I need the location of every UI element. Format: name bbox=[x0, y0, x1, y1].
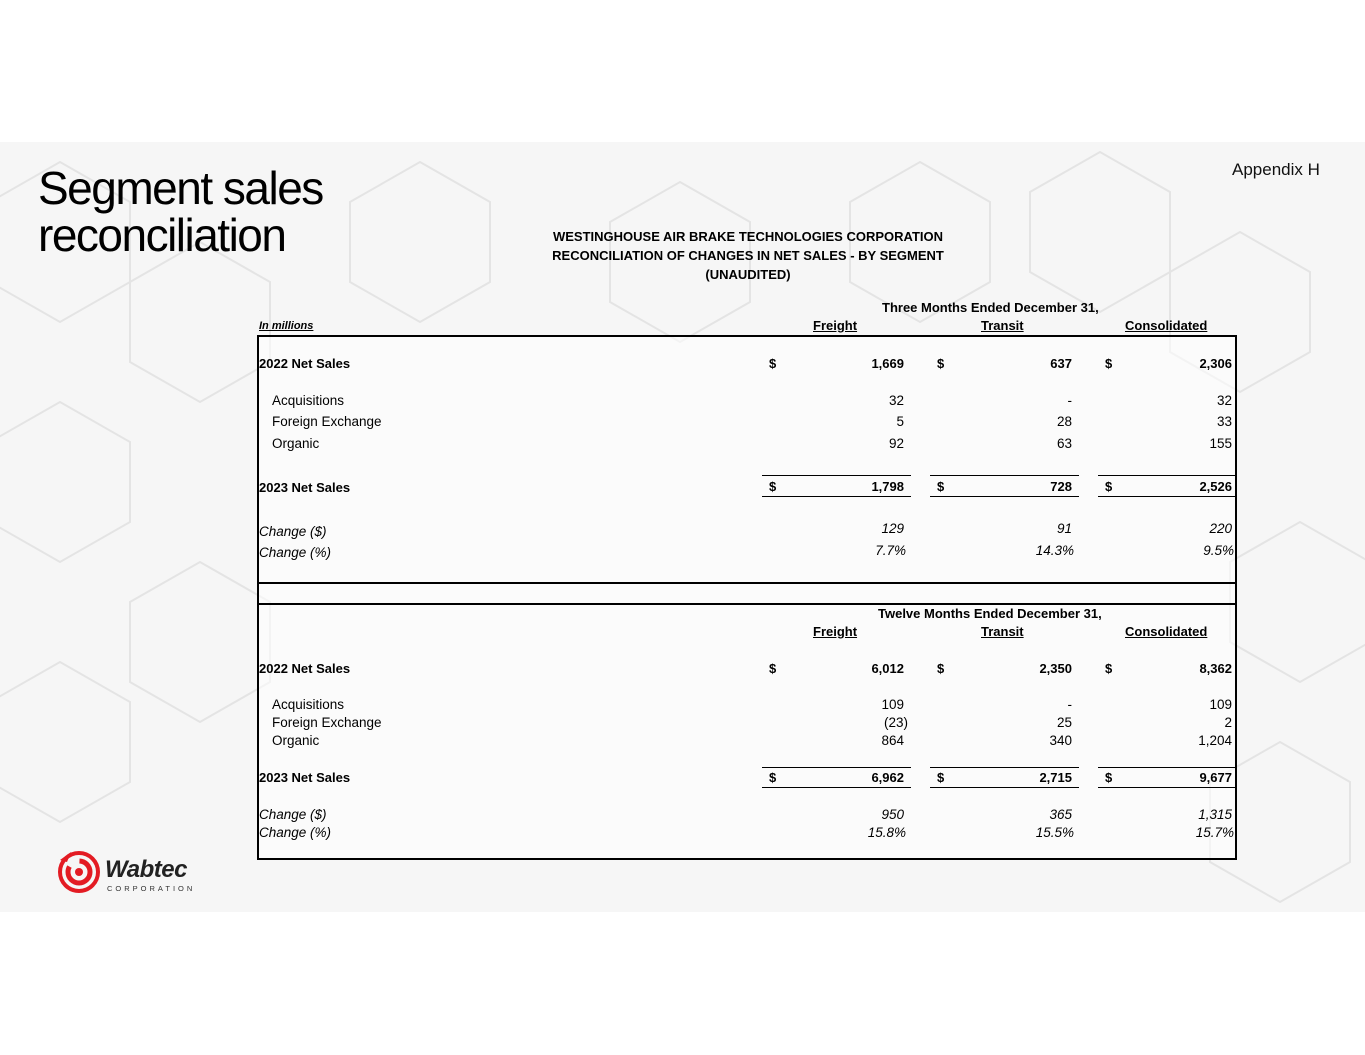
currency-symbol: $ bbox=[769, 356, 777, 371]
twelve-months-col-transit: Transit bbox=[981, 624, 1024, 639]
three-months-organic-label: Organic bbox=[272, 436, 320, 451]
page-title bbox=[38, 162, 323, 261]
three-months-2023-freight: 1,798 bbox=[871, 479, 904, 494]
currency-symbol: $ bbox=[1105, 479, 1113, 494]
total-rule bbox=[1098, 475, 1237, 476]
twelve-months-fx-freight: (23) bbox=[883, 715, 908, 730]
currency-symbol: $ bbox=[937, 661, 945, 676]
twelve-months-period-label: Twelve Months Ended December 31, bbox=[878, 606, 1102, 621]
report-heading-line-1: WESTINGHOUSE AIR BRAKE TECHNOLOGIES CORPORATION bbox=[552, 229, 943, 244]
currency-symbol: $ bbox=[937, 770, 945, 785]
currency-symbol: $ bbox=[1105, 661, 1113, 676]
twelve-months-organic-consolidated: 1,204 bbox=[1198, 733, 1232, 748]
three-months-period-label: Three Months Ended December 31, bbox=[882, 300, 1099, 315]
title-line-1: Segment sales bbox=[38, 162, 323, 214]
twelve-months-2022-freight: 6,012 bbox=[871, 661, 904, 676]
currency-symbol: $ bbox=[937, 479, 945, 494]
twelve-months-2022-consolidated: 8,362 bbox=[1199, 661, 1232, 676]
currency-symbol: $ bbox=[937, 356, 945, 371]
logo-brand-text: Wabtec bbox=[105, 856, 187, 883]
twelve-months-acquisitions-transit: - bbox=[1067, 697, 1072, 712]
three-months-change-dollars-freight: 129 bbox=[881, 521, 904, 536]
twelve-months-organic-label: Organic bbox=[272, 733, 320, 748]
total-rule bbox=[930, 475, 1079, 476]
twelve-months-acquisitions-consolidated: 109 bbox=[1209, 697, 1232, 712]
three-months-change-percent-transit: 14.3% bbox=[1035, 543, 1074, 558]
three-months-2022-label: 2022 Net Sales bbox=[259, 356, 351, 371]
three-months-2022-freight: 1,669 bbox=[871, 356, 904, 371]
three-months-fx-freight: 5 bbox=[896, 414, 904, 429]
three-months-change-percent-label: Change (%) bbox=[259, 545, 332, 560]
three-months-2022-transit: 637 bbox=[1050, 356, 1072, 371]
three-months-col-consolidated: Consolidated bbox=[1125, 318, 1208, 333]
twelve-months-acquisitions-label: Acquisitions bbox=[272, 697, 345, 712]
currency-symbol: $ bbox=[769, 479, 777, 494]
currency-symbol: $ bbox=[769, 661, 777, 676]
title-line-2: reconciliation bbox=[38, 209, 286, 261]
twelve-months-change-dollars-freight: 950 bbox=[881, 807, 904, 822]
twelve-months-organic-freight: 864 bbox=[881, 733, 904, 748]
twelve-months-change-percent-consolidated: 15.7% bbox=[1195, 825, 1234, 840]
report-heading-line-3: (UNAUDITED) bbox=[705, 267, 791, 282]
twelve-months-fx-label: Foreign Exchange bbox=[272, 715, 382, 730]
report-heading-line-2: RECONCILIATION OF CHANGES IN NET SALES - BY SEGMENT bbox=[552, 248, 944, 263]
twelve-months-change-percent-label: Change (%) bbox=[259, 825, 332, 840]
section-divider bbox=[257, 582, 1237, 584]
currency-symbol: $ bbox=[1105, 770, 1113, 785]
total-rule bbox=[762, 787, 911, 788]
three-months-change-percent-freight: 7.7% bbox=[875, 543, 906, 558]
three-months-change-percent-consolidated: 9.5% bbox=[1203, 543, 1234, 558]
three-months-fx-consolidated: 33 bbox=[1216, 414, 1232, 429]
total-rule bbox=[762, 767, 911, 768]
three-months-acquisitions-label: Acquisitions bbox=[272, 393, 345, 408]
currency-symbol: $ bbox=[1105, 356, 1113, 371]
twelve-months-organic-transit: 340 bbox=[1049, 733, 1072, 748]
units-label: In millions bbox=[259, 320, 314, 332]
three-months-acquisitions-transit: - bbox=[1067, 393, 1072, 408]
twelve-months-col-freight: Freight bbox=[813, 624, 858, 639]
total-rule bbox=[930, 767, 1079, 768]
three-months-acquisitions-freight: 32 bbox=[888, 393, 904, 408]
three-months-fx-label: Foreign Exchange bbox=[272, 414, 382, 429]
logo-subtitle-text: CORPORATION bbox=[107, 884, 196, 893]
three-months-col-transit: Transit bbox=[981, 318, 1024, 333]
three-months-2022-consolidated: 2,306 bbox=[1199, 356, 1232, 371]
three-months-fx-transit: 28 bbox=[1056, 414, 1072, 429]
appendix-label: Appendix H bbox=[1232, 160, 1320, 179]
three-months-organic-freight: 92 bbox=[888, 436, 904, 451]
twelve-months-fx-consolidated: 2 bbox=[1224, 715, 1232, 730]
total-rule bbox=[762, 475, 911, 476]
total-rule bbox=[1098, 787, 1237, 788]
three-months-change-dollars-label: Change ($) bbox=[259, 524, 327, 539]
total-rule bbox=[930, 787, 1079, 788]
reconciliation-table bbox=[257, 335, 1237, 860]
twelve-months-2023-label: 2023 Net Sales bbox=[259, 770, 351, 785]
report-heading bbox=[500, 227, 996, 284]
twelve-months-change-dollars-transit: 365 bbox=[1049, 807, 1072, 822]
twelve-months-2022-transit: 2,350 bbox=[1039, 661, 1072, 676]
table-top-rule bbox=[257, 335, 1237, 337]
twelve-months-acquisitions-freight: 109 bbox=[881, 697, 904, 712]
total-rule bbox=[762, 496, 911, 497]
twelve-months-col-consolidated: Consolidated bbox=[1125, 624, 1208, 639]
total-rule bbox=[930, 496, 1079, 497]
three-months-2023-transit: 728 bbox=[1050, 479, 1072, 494]
three-months-change-dollars-consolidated: 220 bbox=[1209, 521, 1232, 536]
twelve-months-2023-transit: 2,715 bbox=[1039, 770, 1072, 785]
wabtec-logo bbox=[57, 848, 197, 903]
three-months-organic-transit: 63 bbox=[1056, 436, 1072, 451]
twelve-months-change-dollars-label: Change ($) bbox=[259, 807, 327, 822]
total-rule bbox=[1098, 496, 1237, 497]
three-months-change-dollars-transit: 91 bbox=[1056, 521, 1072, 536]
twelve-months-fx-transit: 25 bbox=[1056, 715, 1072, 730]
twelve-months-change-dollars-consolidated: 1,315 bbox=[1198, 807, 1232, 822]
currency-symbol: $ bbox=[769, 770, 777, 785]
twelve-months-change-percent-transit: 15.5% bbox=[1035, 825, 1074, 840]
three-months-col-freight: Freight bbox=[813, 318, 858, 333]
three-months-acquisitions-consolidated: 32 bbox=[1216, 393, 1232, 408]
total-rule bbox=[1098, 767, 1237, 768]
twelve-months-2023-consolidated: 9,677 bbox=[1199, 770, 1232, 785]
three-months-organic-consolidated: 155 bbox=[1209, 436, 1232, 451]
three-months-2023-label: 2023 Net Sales bbox=[259, 480, 351, 495]
three-months-2023-consolidated: 2,526 bbox=[1199, 479, 1232, 494]
twelve-months-2022-label: 2022 Net Sales bbox=[259, 661, 351, 676]
section-divider bbox=[257, 603, 1237, 605]
twelve-months-2023-freight: 6,962 bbox=[871, 770, 904, 785]
twelve-months-change-percent-freight: 15.8% bbox=[867, 825, 906, 840]
